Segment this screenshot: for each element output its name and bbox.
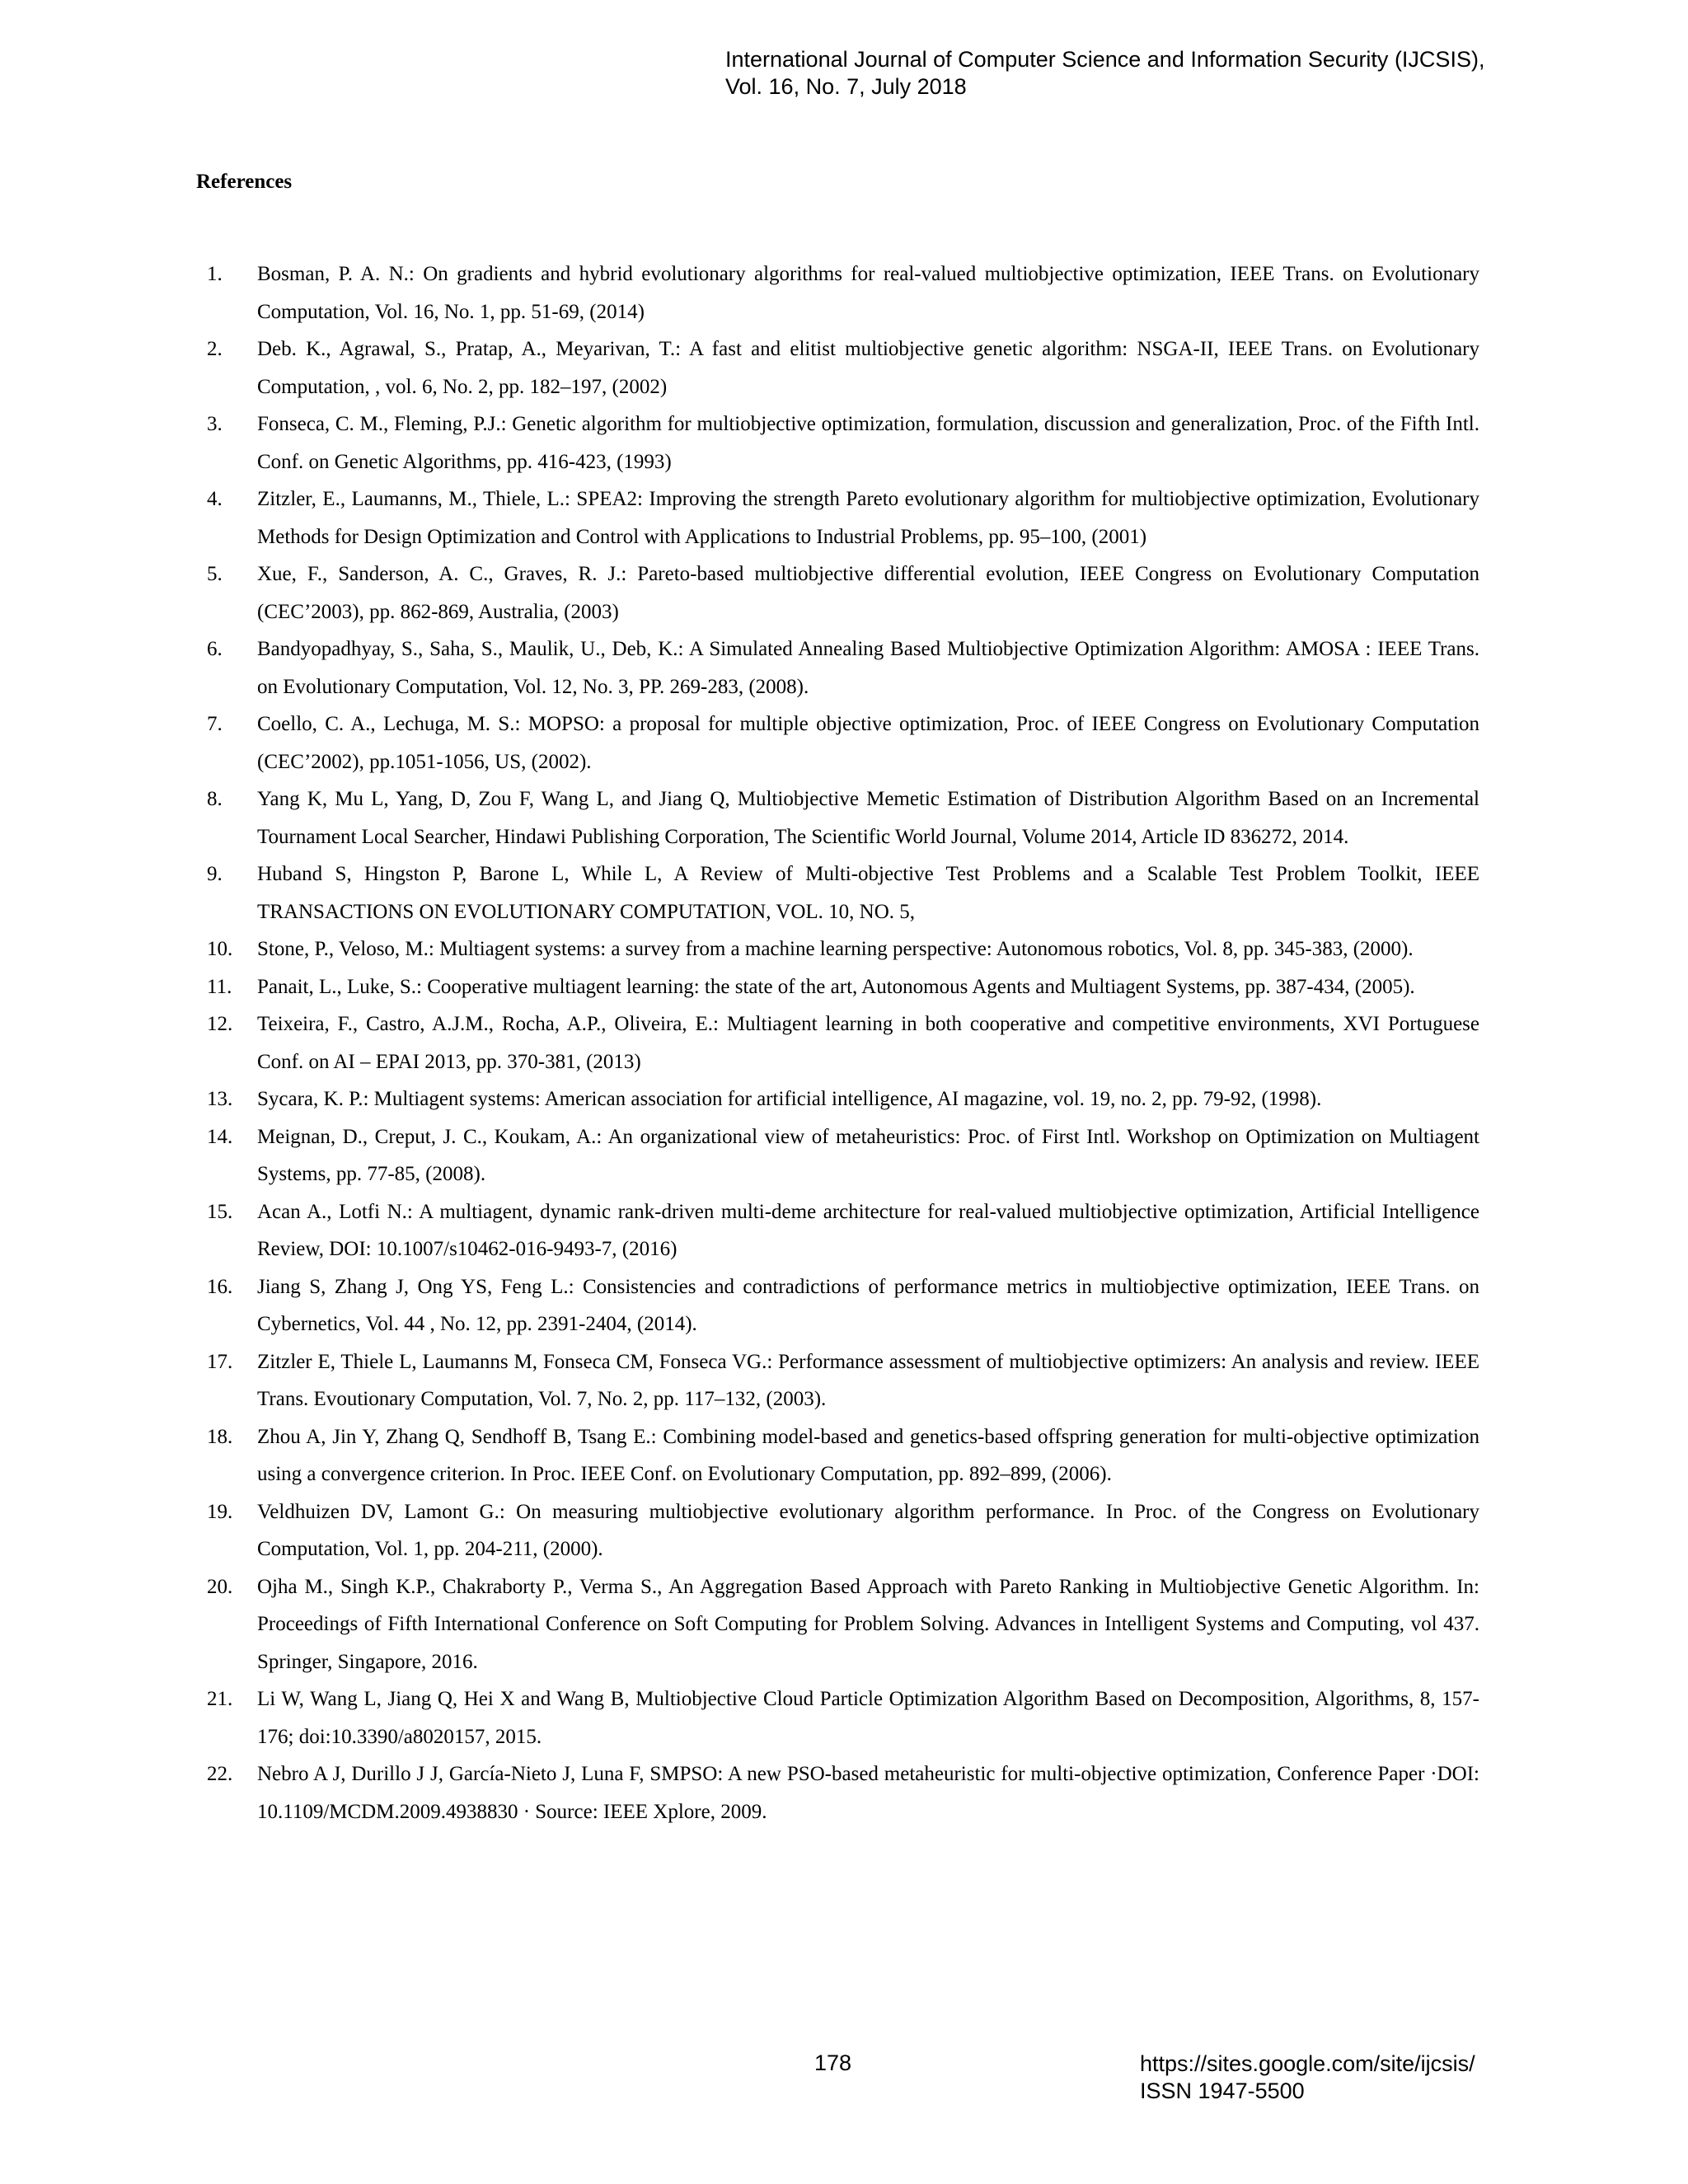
reference-number: 9. bbox=[207, 863, 223, 885]
reference-item bbox=[196, 1493, 1479, 1568]
reference-item bbox=[196, 1418, 1479, 1493]
reference-number: 6. bbox=[207, 638, 223, 660]
reference-item bbox=[196, 1343, 1479, 1418]
reference-number: 15. bbox=[207, 1200, 233, 1223]
reference-item bbox=[196, 1568, 1479, 1681]
journal-title-line: International Journal of Computer Science and Information Security (IJCSIS), bbox=[725, 47, 1485, 72]
references-list bbox=[196, 255, 1479, 1830]
footer-issn: ISSN 1947-5500 bbox=[1140, 2079, 1305, 2103]
reference-text: Veldhuizen DV, Lamont G.: On measuring multiobjective evolutionary algorithm performance. In Proc. of the Congress on Evolutionary Computation, Vol. 1, pp. 204-211, (2000). bbox=[257, 1500, 1479, 1560]
reference-number: 19. bbox=[207, 1500, 233, 1523]
reference-text: Fonseca, C. M., Fleming, P.J.: Genetic algorithm for multiobjective optimization, formulation, discussion and generalization, Proc. of the Fifth Intl. Conf. on Genetic Algorithms, pp. 416-423, (1993) bbox=[257, 413, 1479, 473]
reference-text: Bosman, P. A. N.: On gradients and hybrid evolutionary algorithms for real-valued multiobjective optimization, IEEE Trans. on Evolutionary Computation, Vol. 16, No. 1, pp. 51-69, (2014) bbox=[257, 263, 1479, 323]
reference-text: Meignan, D., Creput, J. C., Koukam, A.: An organizational view of metaheuristics: Proc. of First Intl. Workshop on Optimization on Multiagent Systems, pp. 77-85, (2008). bbox=[257, 1125, 1479, 1185]
reference-item bbox=[196, 555, 1479, 630]
reference-number: 2. bbox=[207, 338, 223, 360]
footer-info bbox=[1140, 2050, 1475, 2105]
reference-number: 21. bbox=[207, 1688, 233, 1710]
page-number: 178 bbox=[814, 2050, 852, 2075]
reference-text: Deb. K., Agrawal, S., Pratap, A., Meyarivan, T.: A fast and elitist multiobjective genetic algorithm: NSGA-II, IEEE Trans. on Evolutionary Computation, , vol. 6, No. 2, pp. 182–197, (2002) bbox=[257, 338, 1479, 398]
journal-header bbox=[725, 46, 1484, 101]
reference-item bbox=[196, 1755, 1479, 1830]
reference-number: 12. bbox=[207, 1013, 233, 1035]
reference-number: 18. bbox=[207, 1425, 233, 1448]
reference-number: 7. bbox=[207, 713, 223, 735]
reference-item bbox=[196, 780, 1479, 855]
reference-text: Teixeira, F., Castro, A.J.M., Rocha, A.P., Oliveira, E.: Multiagent learning in both cooperative and competitive environments, XVI Portuguese Conf. on AI – EPAI 2013, pp. 370-381, (2013) bbox=[257, 1013, 1479, 1073]
reference-number: 1. bbox=[207, 263, 223, 285]
reference-text: Nebro A J, Durillo J J, García-Nieto J, Luna F, SMPSO: A new PSO-based metaheuristic for multi-objective optimization, Conference Paper ·DOI: 10.1109/MCDM.2009.4938830 · Source: IEEE Xplore, 2009. bbox=[257, 1763, 1479, 1823]
reference-text: Stone, P., Veloso, M.: Multiagent systems: a survey from a machine learning perspective: Autonomous robotics, Vol. 8, pp. 345-383, (2000). bbox=[257, 938, 1414, 960]
reference-text: Jiang S, Zhang J, Ong YS, Feng L.: Consistencies and contradictions of performance metrics in multiobjective optimization, IEEE Trans. on Cybernetics, Vol. 44 , No. 12, pp. 2391-2404, (2014). bbox=[257, 1275, 1479, 1335]
reference-text: Xue, F., Sanderson, A. C., Graves, R. J.: Pareto-based multiobjective differential evolution, IEEE Congress on Evolutionary Computation (CEC’2003), pp. 862-869, Australia, (2003) bbox=[257, 563, 1479, 623]
reference-text: Yang K, Mu L, Yang, D, Zou F, Wang L, and Jiang Q, Multiobjective Memetic Estimation of Distribution Algorithm Based on an Incremental Tournament Local Searcher, Hindawi Publishing Corporation, The Scientific World Journal, Volume 2014, Article ID 836272, 2014. bbox=[257, 788, 1479, 848]
reference-number: 8. bbox=[207, 788, 223, 810]
reference-text: Panait, L., Luke, S.: Cooperative multiagent learning: the state of the art, Autonomous Agents and Multiagent Systems, pp. 387-434, (2005). bbox=[257, 975, 1415, 998]
reference-number: 3. bbox=[207, 413, 223, 435]
reference-number: 16. bbox=[207, 1275, 233, 1298]
reference-item bbox=[196, 1268, 1479, 1343]
reference-item bbox=[196, 1193, 1479, 1268]
reference-item bbox=[196, 705, 1479, 780]
journal-volume-line: Vol. 16, No. 7, July 2018 bbox=[725, 74, 967, 99]
reference-number: 11. bbox=[207, 975, 232, 998]
reference-text: Zitzler, E., Laumanns, M., Thiele, L.: SPEA2: Improving the strength Pareto evolutionary algorithm for multiobjective optimization, Evolutionary Methods for Design Optimization and Control with Applications to Industrial Problems, pp. 95–100, (2001) bbox=[257, 488, 1479, 548]
reference-text: Acan A., Lotfi N.: A multiagent, dynamic rank-driven multi-deme architecture for real-valued multiobjective optimization, Artificial Intelligence Review, DOI: 10.1007/s10462-016-9493-7, (2016) bbox=[257, 1200, 1479, 1260]
reference-number: 5. bbox=[207, 563, 223, 585]
footer-url: https://sites.google.com/site/ijcsis/ bbox=[1140, 2051, 1475, 2076]
reference-item bbox=[196, 930, 1479, 968]
reference-text: Huband S, Hingston P, Barone L, While L, A Review of Multi-objective Test Problems and a Scalable Test Problem Toolkit, IEEE TRANSACTIONS ON EVOLUTIONARY COMPUTATION, VOL. 10, NO. 5, bbox=[257, 863, 1479, 923]
reference-item bbox=[196, 1080, 1479, 1118]
reference-text: Zitzler E, Thiele L, Laumanns M, Fonseca CM, Fonseca VG.: Performance assessment of multiobjective optimizers: An analysis and review. IEEE Trans. Evoutionary Computation, Vol. 7, No. 2, pp. 117–132, (2003). bbox=[257, 1350, 1479, 1410]
reference-item bbox=[196, 630, 1479, 705]
reference-item bbox=[196, 1118, 1479, 1193]
reference-number: 17. bbox=[207, 1350, 233, 1373]
reference-text: Ojha M., Singh K.P., Chakraborty P., Verma S., An Aggregation Based Approach with Pareto Ranking in Multiobjective Genetic Algorithm. In: Proceedings of Fifth International Conference on Soft Computing for Problem Solving. Advances in Intelligent Systems and Computing, vol 437. Springer, Singapore, 2016. bbox=[257, 1575, 1479, 1673]
reference-text: Coello, C. A., Lechuga, M. S.: MOPSO: a proposal for multiple objective optimization, Proc. of IEEE Congress on Evolutionary Computation (CEC’2002), pp.1051-1056, US, (2002). bbox=[257, 713, 1479, 773]
reference-number: 20. bbox=[207, 1575, 233, 1598]
reference-number: 13. bbox=[207, 1088, 233, 1110]
reference-item bbox=[196, 480, 1479, 555]
reference-text: Bandyopadhyay, S., Saha, S., Maulik, U., Deb, K.: A Simulated Annealing Based Multiobjective Optimization Algorithm: AMOSA : IEEE Trans. on Evolutionary Computation, Vol. 12, No. 3, PP. 269-283, (2008). bbox=[257, 638, 1479, 698]
reference-text: Sycara, K. P.: Multiagent systems: American association for artificial intelligence, AI magazine, vol. 19, no. 2, pp. 79-92, (1998). bbox=[257, 1088, 1322, 1110]
reference-item bbox=[196, 1680, 1479, 1755]
reference-item bbox=[196, 330, 1479, 405]
reference-item bbox=[196, 855, 1479, 930]
reference-text: Zhou A, Jin Y, Zhang Q, Sendhoff B, Tsang E.: Combining model-based and genetics-based offspring generation for multi-objective optimization using a convergence criterion. In Proc. IEEE Conf. on Evolutionary Computation, pp. 892–899, (2006). bbox=[257, 1425, 1479, 1485]
reference-item bbox=[196, 1005, 1479, 1080]
reference-number: 10. bbox=[207, 938, 233, 960]
reference-item bbox=[196, 405, 1479, 480]
reference-number: 22. bbox=[207, 1763, 233, 1785]
section-title: References bbox=[196, 171, 293, 193]
reference-number: 4. bbox=[207, 488, 223, 510]
reference-item bbox=[196, 255, 1479, 330]
reference-text: Li W, Wang L, Jiang Q, Hei X and Wang B, Multiobjective Cloud Particle Optimization Algorithm Based on Decomposition, Algorithms, 8, 157-176; doi:10.3390/a8020157, 2015. bbox=[257, 1688, 1479, 1748]
reference-item bbox=[196, 968, 1479, 1006]
reference-number: 14. bbox=[207, 1125, 233, 1148]
